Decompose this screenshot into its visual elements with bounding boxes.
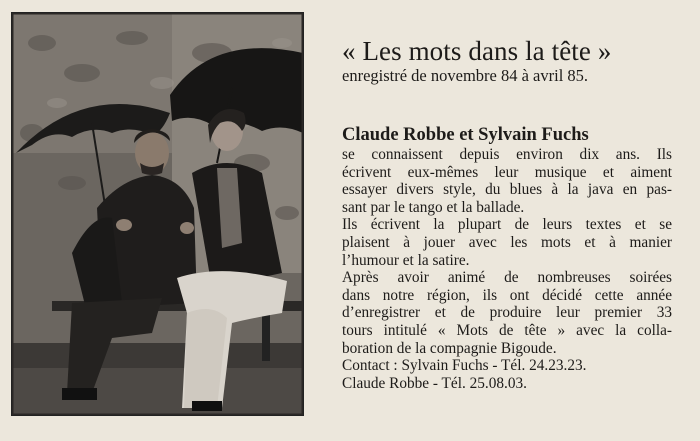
- body-line: plaisent à jouer avec les mots et à manier: [342, 233, 672, 251]
- article-subtitle: enregistré de novembre 84 à avril 85.: [342, 66, 589, 85]
- body-line: boration de la compagnie Bigoude.: [342, 339, 557, 357]
- body-line: se connaissent depuis environ dix ans. Ils: [342, 146, 672, 163]
- contact-line: Claude Robbe - Tél. 25.08.03.: [342, 374, 527, 392]
- body-line: sant par le tango et la ballade.: [342, 198, 525, 216]
- body-line: Après avoir animé de nombreuses soirées: [342, 269, 672, 287]
- photo-two-men-with-umbrellas: [11, 12, 304, 416]
- article-title: « Les mots dans la tête »: [342, 36, 612, 66]
- body-line: écrivent eux-mêmes leur musique et aiment: [342, 163, 672, 181]
- body-line: d’enregistrer et de produire leur premier 33: [342, 304, 672, 322]
- body-line: essayer divers style, du blues à la java en pas-: [342, 181, 672, 199]
- body-line: l’humour et la satire.: [342, 251, 470, 269]
- body-line: Ils écrivent la plupart de leurs textes et se: [342, 216, 672, 234]
- body-line: dans notre région, ils ont décidé cette année: [342, 286, 672, 304]
- photo-illustration: [12, 13, 303, 415]
- body-line: tours intitulé « Mots de tête » avec la colla-: [342, 321, 672, 339]
- article-names-heading: Claude Robbe et Sylvain Fuchs: [342, 125, 589, 145]
- article-body: [342, 146, 672, 392]
- contact-line: Contact : Sylvain Fuchs - Tél. 24.23.23.: [342, 357, 587, 375]
